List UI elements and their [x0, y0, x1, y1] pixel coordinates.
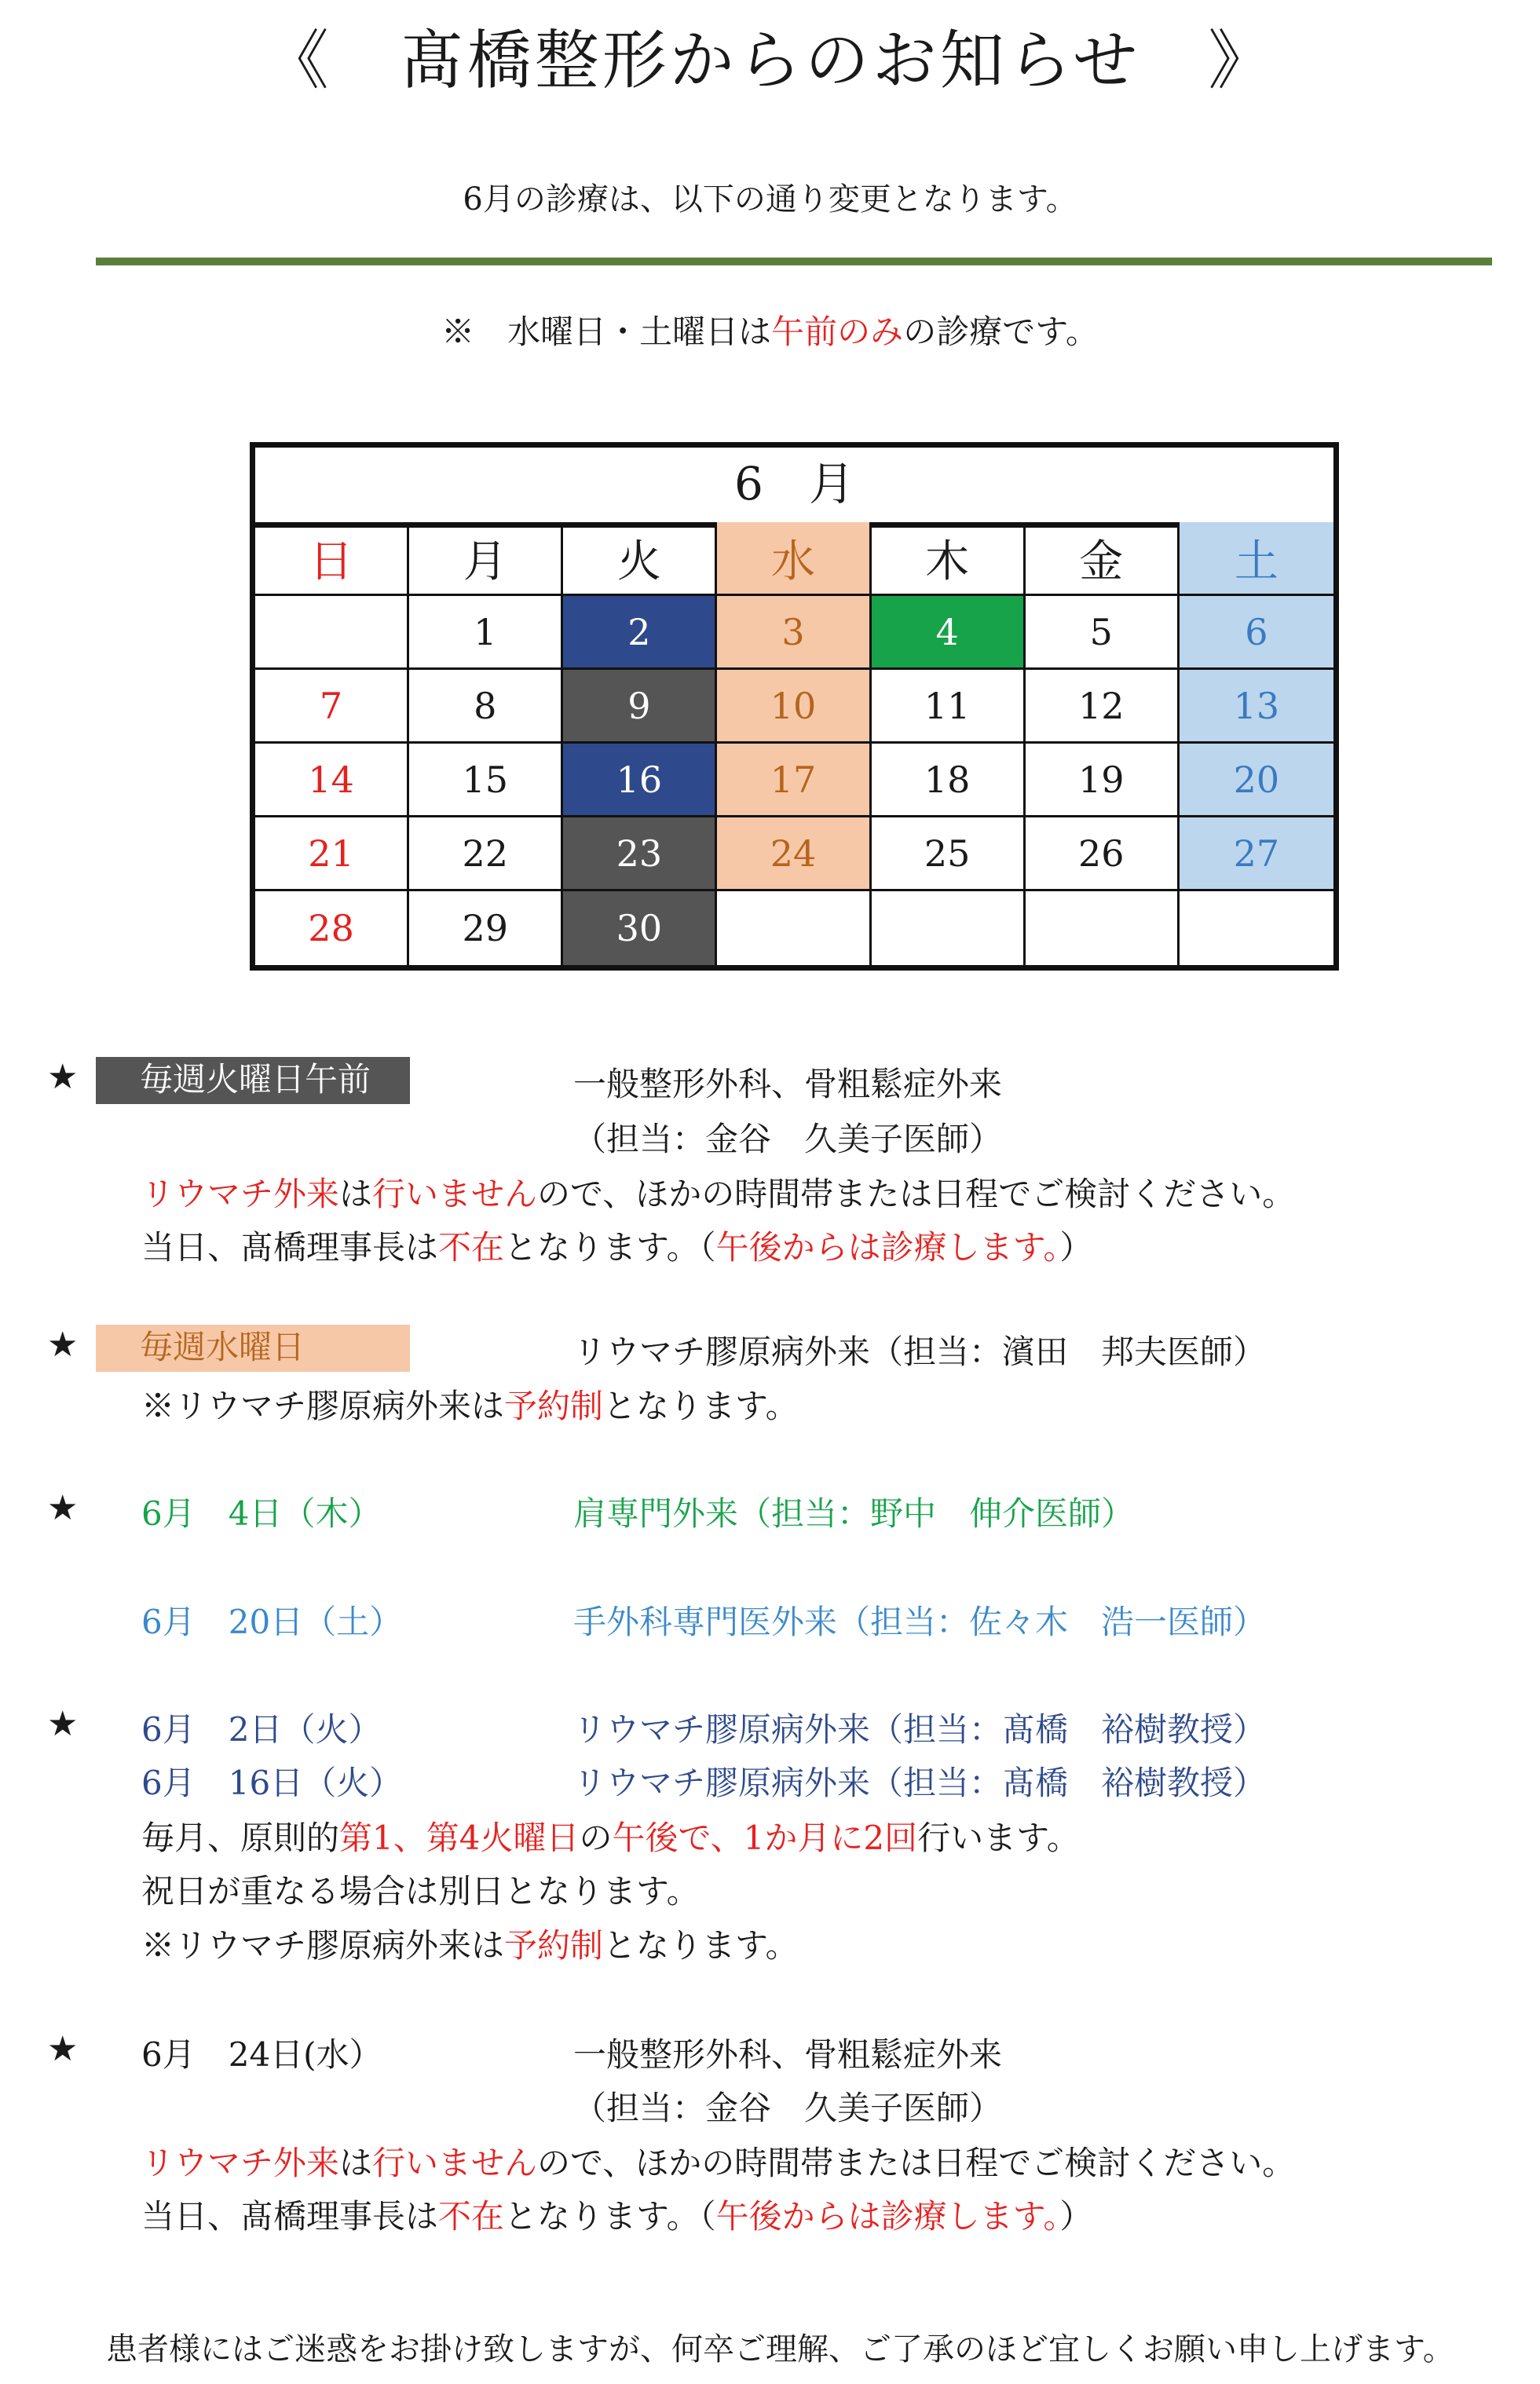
rheuma-clinic-2: リウマチ膠原病外来（担当：髙橋 裕樹教授）	[573, 1764, 1267, 1802]
calendar-day: 4	[872, 596, 1026, 670]
hand-clinic: 手外科専門医外来（担当：佐々木 浩一医師）	[573, 1603, 1267, 1641]
weekday-header: 月	[409, 522, 563, 596]
calendar-day	[717, 891, 871, 965]
wednesday-note: ※リウマチ膠原病外来は予約制となります。	[141, 1387, 799, 1425]
wednesday-tag: 毎週水曜日	[96, 1325, 410, 1372]
calendar-day: 21	[255, 817, 409, 891]
weekday-header: 木	[872, 522, 1026, 596]
weekday-header: 水	[717, 522, 871, 596]
wed24-note-1: リウマチ外来は行いませんので、ほかの時間帯または日程でご検討ください。	[141, 2144, 1296, 2182]
rheuma-note-2: 祝日が重なる場合は別日となります。	[141, 1872, 700, 1910]
rheuma-date-2: 6月 16日（火）	[141, 1764, 403, 1802]
calendar-day: 28	[255, 891, 409, 965]
calendar-day	[1026, 891, 1180, 965]
wed24-doctor: （担当：金谷 久美子医師）	[573, 2089, 1003, 2127]
tuesday-dept: 一般整形外科、骨粗鬆症外来	[573, 1065, 1003, 1103]
calendar-day: 26	[1026, 817, 1180, 891]
calendar-day: 20	[1180, 744, 1333, 817]
calendar-day: 15	[409, 744, 563, 817]
rheuma-date-1: 6月 2日（火）	[141, 1710, 382, 1749]
calendar-grid	[255, 522, 1333, 965]
calendar-day: 25	[872, 817, 1026, 891]
calendar-day: 22	[409, 817, 563, 891]
calendar-day: 2	[563, 596, 717, 670]
calendar-day: 17	[717, 744, 871, 817]
star-icon: ★	[47, 1325, 79, 1365]
calendar-day: 5	[1026, 596, 1180, 670]
star-icon: ★	[47, 1488, 79, 1528]
rheuma-note-3: ※リウマチ膠原病外来は予約制となります。	[141, 1926, 799, 1965]
calendar-day	[1180, 891, 1333, 965]
calendar-day: 18	[872, 744, 1026, 817]
calendar-title: 6 月	[255, 448, 1333, 528]
wednesday-dept: リウマチ膠原病外来（担当：濱田 邦夫医師）	[573, 1333, 1267, 1371]
calendar	[250, 442, 1339, 971]
star-icon: ★	[47, 1057, 79, 1097]
calendar-day	[255, 596, 409, 670]
calendar-day: 23	[563, 817, 717, 891]
calendar-day: 14	[255, 744, 409, 817]
calendar-day: 24	[717, 817, 871, 891]
rheuma-clinic-1: リウマチ膠原病外来（担当：髙橋 裕樹教授）	[573, 1710, 1267, 1749]
consultation-note: ※ 水曜日・土曜日は午前のみの診療です。	[441, 313, 1099, 351]
calendar-day: 19	[1026, 744, 1180, 817]
calendar-day: 16	[563, 744, 717, 817]
page-title: 《 髙橋整形からのお知らせ 》	[264, 24, 1276, 98]
calendar-day: 7	[255, 670, 409, 744]
wed24-date: 6月 24日(水）	[141, 2035, 382, 2074]
closing-message: 患者様にはご迷惑をお掛け致しますが、何卒ご理解、ご了承のほど宜しくお願い申し上げます。	[106, 2331, 1454, 2368]
calendar-day: 13	[1180, 670, 1333, 744]
calendar-day: 11	[872, 670, 1026, 744]
tuesday-doctor: （担当：金谷 久美子医師）	[573, 1120, 1003, 1158]
calendar-day: 27	[1180, 817, 1333, 891]
page-subtitle: 6月の診療は、以下の通り変更となります。	[463, 181, 1077, 218]
calendar-day: 29	[409, 891, 563, 965]
star-icon: ★	[47, 2029, 79, 2069]
calendar-day: 1	[409, 596, 563, 670]
calendar-day: 3	[717, 596, 871, 670]
weekday-header: 金	[1026, 522, 1180, 596]
weekday-header: 日	[255, 522, 409, 596]
wed24-dept: 一般整形外科、骨粗鬆症外来	[573, 2035, 1003, 2074]
shoulder-date: 6月 4日（木）	[141, 1494, 382, 1533]
calendar-day: 12	[1026, 670, 1180, 744]
hand-date: 6月 20日（土）	[141, 1603, 403, 1641]
weekday-header: 土	[1180, 522, 1333, 596]
calendar-day	[872, 891, 1026, 965]
calendar-day: 6	[1180, 596, 1333, 670]
tuesday-note-1: リウマチ外来は行いませんので、ほかの時間帯または日程でご検討ください。	[141, 1175, 1296, 1213]
tuesday-note-2: 当日、髙橋理事長は不在となります。（午後からは診療します。）	[141, 1228, 1093, 1267]
shoulder-clinic: 肩専門外来（担当：野中 伸介医師）	[573, 1494, 1135, 1533]
weekday-header: 火	[563, 522, 717, 596]
calendar-day: 30	[563, 891, 717, 965]
calendar-day: 10	[717, 670, 871, 744]
calendar-day: 8	[409, 670, 563, 744]
wed24-note-2: 当日、髙橋理事長は不在となります。（午後からは診療します。）	[141, 2197, 1093, 2236]
rheuma-note-1: 毎月、原則的第1、第4火曜日の午後で、1か月に2回行います。	[141, 1819, 1080, 1857]
star-icon: ★	[47, 1704, 79, 1744]
divider	[96, 258, 1492, 265]
tuesday-tag: 毎週火曜日午前	[96, 1057, 410, 1104]
calendar-day: 9	[563, 670, 717, 744]
